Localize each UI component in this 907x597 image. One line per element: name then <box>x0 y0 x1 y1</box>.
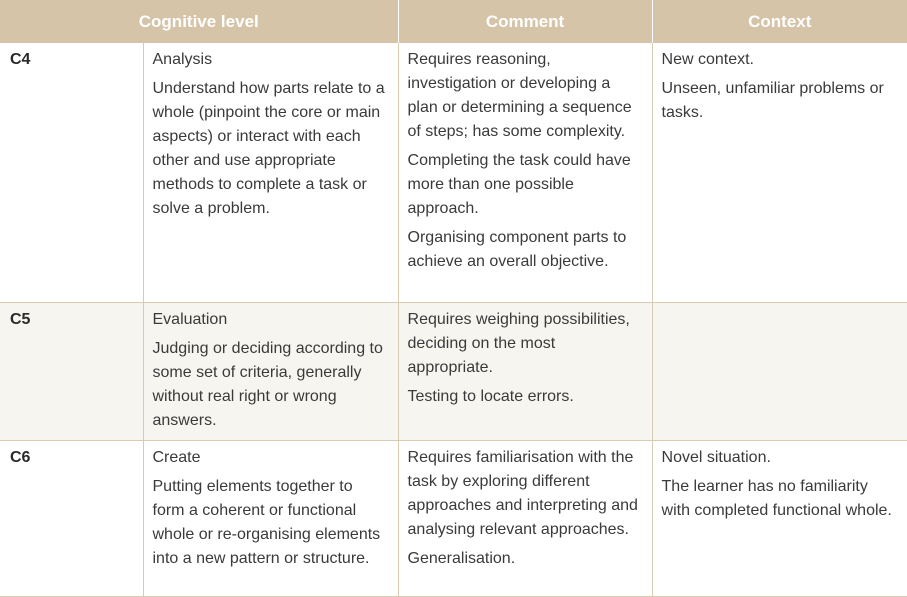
level-description: Judging or deciding according to some set of criteria, generally without real right or wrong answers. <box>152 340 383 429</box>
table-row <box>0 43 907 303</box>
table-row <box>0 303 907 441</box>
level-code: C4 <box>0 43 143 303</box>
header-context: Context <box>652 0 907 43</box>
context-cell <box>652 43 907 303</box>
comment-text: Completing the task could have more than one possible approach. <box>407 152 631 217</box>
table-row <box>0 441 907 597</box>
comment-cell <box>398 43 652 303</box>
level-title: Create <box>152 449 201 466</box>
comment-text: Organising component parts to achieve an overall objective. <box>407 229 627 270</box>
table-header-row <box>0 0 907 43</box>
context-text: The learner has no familiarity with completed functional whole. <box>661 478 892 519</box>
header-comment: Comment <box>398 0 652 43</box>
level-description: Understand how parts relate to a whole (pinpoint the core or main aspects) or interact with each other and use appropriate methods to complete a task or solve a problem. <box>152 80 385 217</box>
level-title: Analysis <box>152 51 213 68</box>
level-cell <box>143 441 398 597</box>
level-code: C5 <box>0 303 143 441</box>
comment-text: Testing to locate errors. <box>407 388 574 405</box>
level-title: Evaluation <box>152 311 228 328</box>
header-cognitive-level: Cognitive level <box>0 0 398 43</box>
context-text: New context. <box>661 51 754 68</box>
comment-text: Requires reasoning, investigation or developing a plan or determining a sequence of steps; has some complexity. <box>407 51 632 140</box>
comment-text: Requires familiarisation with the task by exploring different approaches and interpreting and analysing relevant approaches. <box>407 449 638 538</box>
level-cell <box>143 303 398 441</box>
context-text: Novel situation. <box>661 449 771 466</box>
context-text: Unseen, unfamiliar problems or tasks. <box>661 80 884 121</box>
comment-cell <box>398 441 652 597</box>
level-cell <box>143 43 398 303</box>
comment-cell <box>398 303 652 441</box>
context-cell <box>652 441 907 597</box>
level-code: C6 <box>0 441 143 597</box>
comment-text: Generalisation. <box>407 550 516 567</box>
comment-text: Requires weighing possibilities, deciding on the most appropriate. <box>407 311 630 376</box>
context-cell <box>652 303 907 441</box>
level-description: Putting elements together to form a coherent or functional whole or re-organising elements into a new pattern or structure. <box>152 478 381 567</box>
